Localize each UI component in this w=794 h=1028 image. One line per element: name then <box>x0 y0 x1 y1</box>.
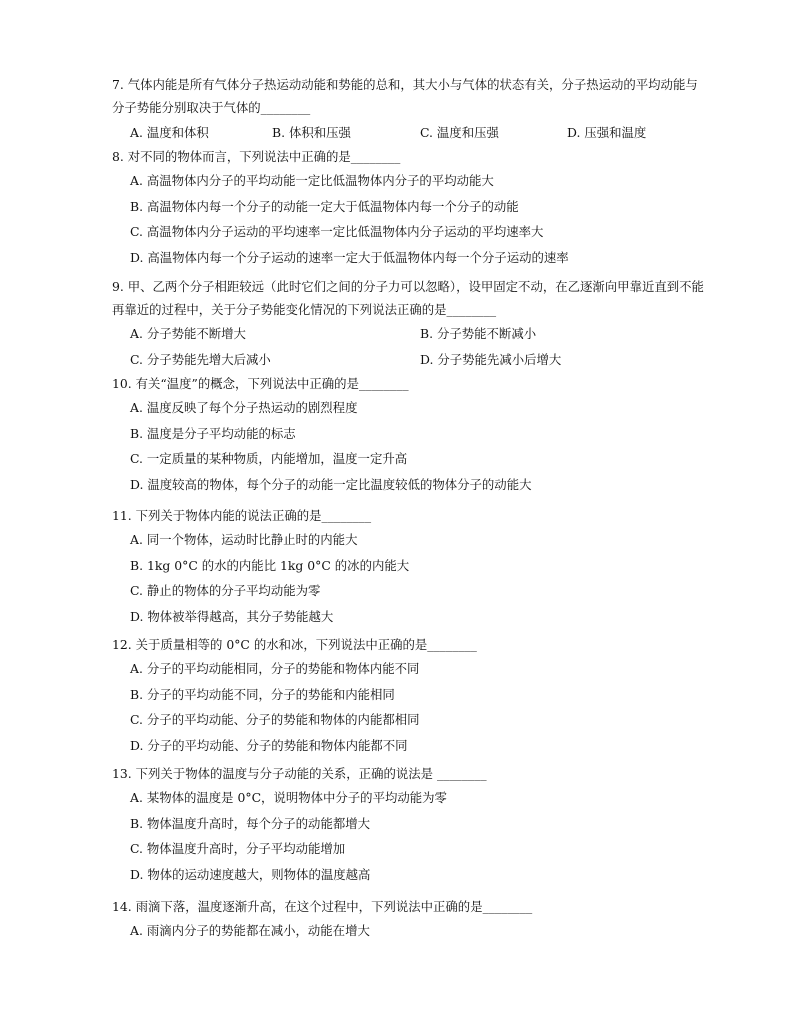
question-9 <box>112 275 712 373</box>
option-b: B. 温度是分子平均动能的标志 <box>130 425 296 441</box>
option-d: D. 分子势能先减小后增大 <box>420 352 562 367</box>
option-b: B. 分子势能不断减小 <box>420 326 537 341</box>
option-d: D. 物体的运动速度越大，则物体的温度越高 <box>130 866 371 882</box>
question-12 <box>112 634 712 758</box>
option-c: C. 一定质量的某种物质，内能增加，温度一定升高 <box>130 451 408 466</box>
option-b: B. 高温物体内每一个分子的动能一定大于低温物体内每一个分子的动能 <box>130 198 519 214</box>
option-c: C. 静止的物体的分子平均动能为零 <box>130 583 321 598</box>
question-stem: 11. 下列关于物体内能的说法正确的是________ <box>112 508 372 523</box>
option-a: A. 温度反映了每个分子热运动的剧烈程度 <box>130 400 358 415</box>
question-7 <box>112 73 712 146</box>
option-d: D. 高温物体内每一个分子运动的速率一定大于低温物体内每一个分子运动的速率 <box>130 249 569 265</box>
option-c: C. 分子势能先增大后减小 <box>130 352 271 367</box>
option-b: B. 物体温度升高时，每个分子的动能都增大 <box>130 815 371 831</box>
option-d: D. 分子的平均动能、分子的势能和物体内能都不同 <box>130 737 408 753</box>
question-10 <box>112 373 712 497</box>
option-a: A. 同一个物体，运动时比静止时的内能大 <box>130 532 358 547</box>
option-d: D. 物体被举得越高，其分子势能越大 <box>130 608 334 624</box>
option-c: C. 温度和压强 <box>420 125 499 140</box>
question-stem: 7. 气体内能是所有气体分子热运动动能和势能的总和，其大小与气体的状态有关，分子热运动的平均动能与分子势能分别取决于气体的________ <box>112 77 698 115</box>
question-11 <box>112 505 712 629</box>
option-a: A. 分子势能不断增大 <box>130 326 246 341</box>
option-a: A. 高温物体内分子的平均动能一定比低温物体内分子的平均动能大 <box>130 173 494 188</box>
options-row <box>112 321 712 347</box>
option-c: C. 高温物体内分子运动的平均速率一定比低温物体内分子运动的平均速率大 <box>130 224 544 239</box>
option-b: B. 体积和压强 <box>272 125 351 140</box>
option-a: A. 分子的平均动能相同，分子的势能和物体内能不同 <box>130 661 420 676</box>
option-d: D. 压强和温度 <box>567 125 647 140</box>
option-c: C. 物体温度升高时，分子平均动能增加 <box>130 841 346 856</box>
question-8 <box>112 146 712 270</box>
option-c: C. 分子的平均动能、分子的势能和物体的内能都相同 <box>130 712 420 727</box>
question-stem: 13. 下列关于物体的温度与分子动能的关系，正确的说法是 ________ <box>112 766 487 781</box>
question-stem: 9. 甲、乙两个分子相距较远（此时它们之间的分子力可以忽略），设甲固定不动，在乙逐渐向甲靠近直到不能再靠近的过程中，关于分子势能变化情况的下列说法正确的是________ <box>112 279 704 317</box>
option-a: A. 某物体的温度是 0°C，说明物体中分子的平均动能为零 <box>130 790 447 805</box>
question-stem: 8. 对不同的物体而言，下列说法中正确的是________ <box>112 149 401 164</box>
option-b: B. 分子的平均动能不同，分子的势能和内能相同 <box>130 686 395 702</box>
question-stem: 14. 雨滴下落，温度逐渐升高，在这个过程中，下列说法中正确的是________ <box>112 899 533 914</box>
question-stem: 10. 有关“温度”的概念，下列说法中正确的是________ <box>112 376 409 391</box>
question-14 <box>112 896 712 944</box>
option-a: A. 温度和体积 <box>130 125 209 140</box>
question-stem: 12. 关于质量相等的 0°C 的水和冰，下列说法中正确的是________ <box>112 637 477 652</box>
options-row <box>112 120 712 146</box>
option-b: B. 1kg 0°C 的水的内能比 1kg 0°C 的冰的内能大 <box>130 557 410 573</box>
options-row <box>112 347 712 373</box>
question-13 <box>112 763 712 887</box>
option-d: D. 温度较高的物体，每个分子的动能一定比温度较低的物体分子的动能大 <box>130 476 532 492</box>
option-a: A. 雨滴内分子的势能都在减小，动能在增大 <box>130 923 370 938</box>
